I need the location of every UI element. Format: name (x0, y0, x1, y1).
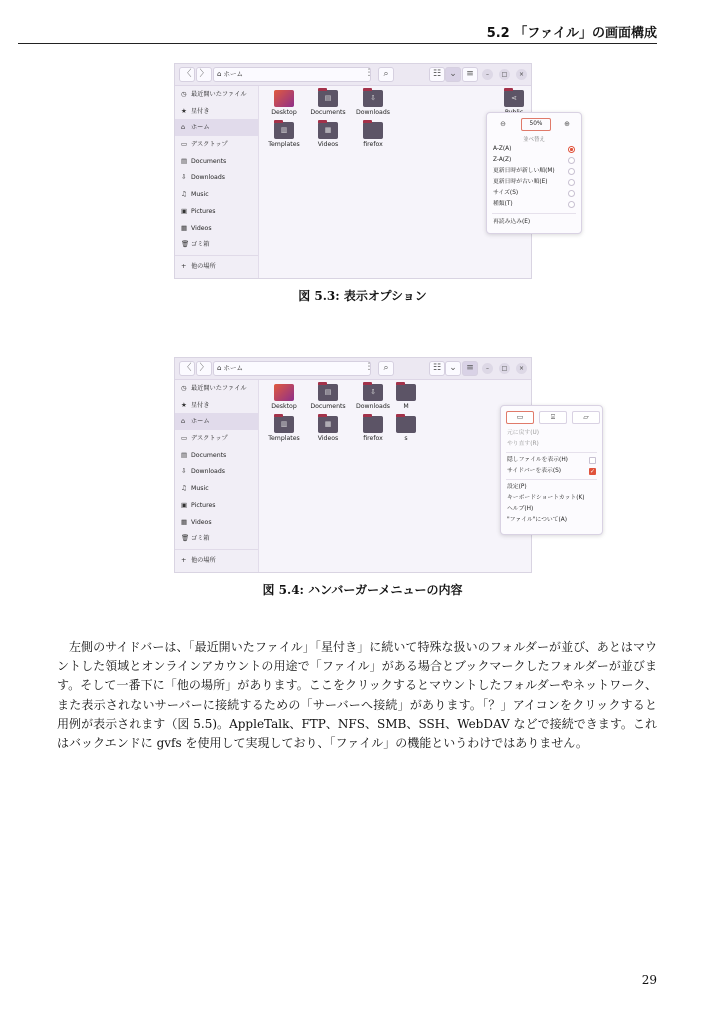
folder-icon (274, 384, 294, 401)
popover-divider (506, 452, 597, 453)
sidebar-item-downloads[interactable]: ⇩ Downloads (175, 463, 258, 480)
show-sidebar-item[interactable]: サイドバーを表示(S) ✓ (507, 468, 596, 475)
folder-icon: ▥ (274, 416, 294, 433)
home-icon: ⌂ (181, 417, 186, 426)
video-icon: ▦ (181, 517, 188, 526)
desktop-icon: ▭ (181, 140, 188, 149)
document-icon: ▤ (181, 450, 188, 459)
home-icon: ⌂ (217, 364, 222, 372)
page-number: 29 (641, 973, 657, 987)
zoom-in-icon[interactable]: ⊕ (564, 120, 570, 128)
folder-icon: ⇩ (363, 384, 383, 401)
music-icon: ♫ (181, 190, 187, 199)
sidebar-item-pictures[interactable]: ▣ Pictures (175, 203, 258, 220)
download-icon: ⇩ (181, 467, 187, 476)
checkbox-icon (589, 457, 596, 464)
zoom-row (493, 118, 575, 131)
maximize-button[interactable]: □ (499, 363, 510, 374)
hamburger-popover (500, 405, 603, 535)
folder-icon (363, 416, 383, 433)
radio-icon (568, 157, 575, 164)
trash-icon: 🗑 (181, 240, 190, 249)
sidebar-item-music[interactable]: ♫ Music (175, 480, 258, 497)
folder-music-partial[interactable]: M (396, 384, 416, 410)
folder-downloads[interactable]: ⇩ Downloads (351, 384, 395, 410)
folder-desktop[interactable]: Desktop (262, 384, 306, 410)
sidebar-separator (175, 255, 258, 256)
settings-item[interactable]: 設定(P) (507, 484, 527, 490)
folder-icon: ▦ (318, 416, 338, 433)
clock-icon: ◷ (181, 90, 187, 98)
location-menu-icon[interactable]: ⋮ (364, 362, 374, 372)
music-icon: ♫ (181, 484, 187, 493)
view-options-popover (486, 112, 582, 234)
new-window-icon[interactable]: ▭ (506, 411, 534, 424)
sidebar-item-starred[interactable]: ★ 星付き (175, 103, 258, 120)
zoom-value: 50% (521, 118, 551, 131)
minimize-button[interactable]: – (482, 69, 493, 80)
popover-divider (492, 213, 576, 214)
sidebar-item-recent[interactable]: ◷ 最近開いたファイル (175, 86, 258, 103)
radio-icon (568, 168, 575, 175)
sort-option-type[interactable]: 種類(T) (493, 199, 575, 210)
folder-partial[interactable]: s (396, 416, 416, 442)
video-icon: ▦ (181, 223, 188, 232)
radio-icon (568, 201, 575, 208)
file-grid (260, 86, 570, 278)
desktop-icon: ▭ (181, 434, 188, 443)
redo-item[interactable]: やり直す(R) (507, 441, 539, 447)
screenshot-view-options (174, 63, 570, 279)
view-options-button[interactable]: ⌄ (445, 67, 461, 82)
checkbox-checked-icon: ✓ (590, 468, 596, 475)
reload-item[interactable]: 再読み込み(E) (493, 219, 531, 225)
folder-documents[interactable]: ▤ Documents (306, 90, 350, 116)
plus-icon: + (181, 261, 187, 270)
trash-icon: 🗑 (181, 534, 190, 543)
zoom-out-icon[interactable]: ⊖ (500, 120, 506, 128)
help-item[interactable]: ヘルプ(H) (507, 506, 534, 512)
sidebar (175, 86, 259, 278)
view-options-button[interactable]: ⌄ (445, 361, 461, 376)
picture-icon: ▣ (181, 500, 188, 509)
header-rule (18, 43, 657, 44)
keyboard-shortcuts-item[interactable]: キーボードショートカット(K) (507, 495, 585, 501)
forward-button[interactable]: 〉 (196, 361, 212, 376)
sidebar-item-recent[interactable]: ◷ 最近開いたファイル (175, 380, 258, 397)
hamburger-button[interactable]: ≡ (462, 67, 478, 82)
sidebar-separator (175, 549, 258, 550)
star-icon: ★ (181, 400, 187, 409)
body-text (57, 638, 657, 753)
screenshot-hamburger-menu (174, 357, 596, 573)
sidebar-item-documents[interactable]: ▤ Documents (175, 447, 258, 464)
sidebar-item-other-locations[interactable]: + 他の場所 (175, 258, 258, 275)
folder-icon (363, 122, 383, 139)
plus-icon: + (181, 555, 187, 564)
radio-icon (568, 179, 575, 186)
sidebar-item-starred[interactable]: ★ 星付き (175, 397, 258, 414)
minimize-button[interactable]: – (482, 363, 493, 374)
download-icon: ⇩ (181, 173, 187, 182)
location-bar[interactable] (213, 67, 371, 82)
folder-videos[interactable]: ▦ Videos (306, 122, 350, 148)
folder-icon (274, 90, 294, 107)
home-icon: ⌂ (217, 70, 222, 78)
new-folder-icon[interactable]: ▱ (572, 411, 600, 424)
sort-option-za[interactable]: Z-A(Z) (493, 155, 575, 166)
sort-option-newest[interactable]: 更新日時が新しい順(M) (493, 166, 575, 177)
folder-desktop[interactable]: Desktop (262, 90, 306, 116)
sidebar-item-pictures[interactable]: ▣ Pictures (175, 497, 258, 514)
body-paragraph: 左側のサイドバーは、「最近開いたファイル」「星付き」に続いて特殊な扱いのフォルダーが並び、あとはマウントした領域とオンラインアカウントの用途で「ファイル」がある場合とブックマークしたフォルダーが並びます。そして一番下に「他の場所」があります。ここをクリックするとマウントしたフォルダーやネットワーク、また表示されないサーバーに接続するための「サーバーへ接続」があります。「？」アイコンをクリックすると用例が表示されます（図 5.5)。AppleTalk、FTP、NFS、SMB、SSH、WebDAV などで接続できます。これはバックエンドに gvfs を使用して実現しており、「ファイル」の機能というわけではありません。 (57, 640, 657, 751)
forward-button[interactable]: 〉 (196, 67, 212, 82)
figure-caption-5-4: 図 5.4: ハンバーガーメニューの内容 (262, 583, 463, 597)
clock-icon: ◷ (181, 384, 187, 392)
about-item[interactable]: "ファイル"について(A) (507, 517, 567, 523)
search-button[interactable]: ⌕ (378, 67, 394, 82)
location-text: ホーム (223, 364, 243, 372)
hamburger-button[interactable]: ≡ (462, 361, 478, 376)
file-grid (260, 380, 596, 572)
back-button[interactable]: 〈 (179, 361, 195, 376)
sort-option-oldest[interactable]: 更新日時が古い順(E) (493, 177, 575, 188)
folder-templates[interactable]: ▥ Templates (262, 416, 306, 442)
close-button[interactable]: × (516, 69, 527, 80)
popover-divider (506, 479, 597, 480)
sidebar-item-music[interactable]: ♫ Music (175, 186, 258, 203)
undo-item[interactable]: 元に戻す(U) (507, 430, 539, 436)
star-icon: ★ (181, 106, 187, 115)
folder-icon (396, 384, 416, 401)
new-tab-icon[interactable]: ⍓ (539, 411, 567, 424)
window-action-row (506, 411, 597, 424)
home-icon: ⌂ (181, 123, 186, 132)
sidebar-item-downloads[interactable]: ⇩ Downloads (175, 169, 258, 186)
sidebar-item-videos[interactable]: ▦ Videos (175, 514, 258, 531)
location-menu-icon[interactable]: ⋮ (364, 68, 374, 78)
sort-option-size[interactable]: サイズ(S) (493, 188, 575, 199)
sidebar (175, 380, 259, 572)
document-icon: ▤ (181, 156, 188, 165)
location-text: ホーム (223, 70, 243, 78)
figure-caption-5-3: 図 5.3: 表示オプション (298, 289, 427, 303)
sidebar-item-desktop[interactable]: ▭ デスクトップ (175, 430, 258, 447)
radio-icon (568, 146, 575, 153)
folder-firefox[interactable]: firefox (351, 416, 395, 442)
view-list-button[interactable]: ☷ (429, 361, 445, 376)
folder-icon: ⋖ (504, 90, 524, 107)
folder-templates[interactable]: ▥ Templates (262, 122, 306, 148)
maximize-button[interactable]: □ (499, 69, 510, 80)
back-button[interactable]: 〈 (179, 67, 195, 82)
folder-documents[interactable]: ▤ Documents (306, 384, 350, 410)
folder-icon: ▤ (318, 90, 338, 107)
show-hidden-files-item[interactable]: 隠しファイルを表示(H) (507, 455, 596, 466)
picture-icon: ▣ (181, 206, 188, 215)
folder-icon: ▦ (318, 122, 338, 139)
sidebar-item-videos[interactable]: ▦ Videos (175, 220, 258, 237)
sidebar-item-trash[interactable]: 🗑 ゴミ箱 (175, 236, 258, 253)
folder-icon: ▤ (318, 384, 338, 401)
sidebar-item-home[interactable]: ⌂ ホーム (175, 119, 258, 136)
toolbar (175, 64, 531, 86)
sort-heading: 並べ替え (522, 137, 545, 143)
folder-icon (396, 416, 416, 433)
toolbar (175, 358, 531, 380)
folder-downloads[interactable]: ⇩ Downloads (351, 90, 395, 116)
sidebar-item-desktop[interactable]: ▭ デスクトップ (175, 136, 258, 153)
sidebar-item-documents[interactable]: ▤ Documents (175, 153, 258, 170)
folder-firefox[interactable]: firefox (351, 122, 395, 148)
sidebar-item-trash[interactable]: 🗑 ゴミ箱 (175, 530, 258, 547)
sidebar-item-other-locations[interactable]: + 他の場所 (175, 552, 258, 569)
sort-option-az[interactable]: A-Z(A) (493, 144, 575, 155)
view-list-button[interactable]: ☷ (429, 67, 445, 82)
search-button[interactable]: ⌕ (378, 361, 394, 376)
close-button[interactable]: × (516, 363, 527, 374)
location-bar[interactable] (213, 361, 371, 376)
folder-videos[interactable]: ▦ Videos (306, 416, 350, 442)
section-header: 5.2 「ファイル」の画面構成 (486, 26, 657, 41)
folder-icon: ⇩ (363, 90, 383, 107)
folder-icon: ▥ (274, 122, 294, 139)
radio-icon (568, 190, 575, 197)
sidebar-item-home[interactable]: ⌂ ホーム (175, 413, 258, 430)
